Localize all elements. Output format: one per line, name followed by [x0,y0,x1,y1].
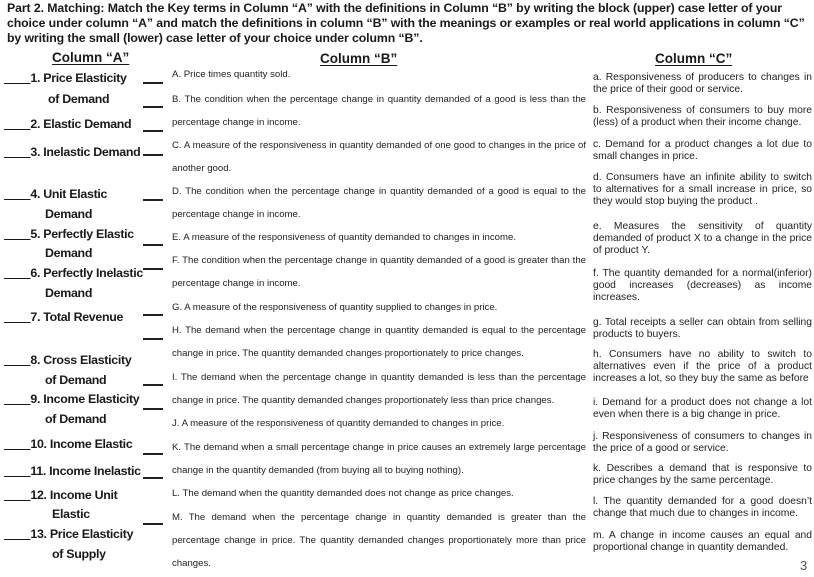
term-label: 13. Price Elasticity [30,527,134,541]
answer-dash[interactable] [143,106,163,108]
term-9 [4,390,139,408]
answer-blank[interactable]: ____ [4,488,31,502]
term-11 [4,462,141,480]
term-6-cont: Demand [45,286,93,300]
answer-dash[interactable] [143,384,163,386]
answer-dash[interactable] [143,477,163,479]
meaning-b: b. Responsiveness of consumers to buy more (less) of a product when their income change. [593,105,812,129]
definition-C: C. A measure of the responsiveness in quantity demanded of one good to changes in the price of another good. [172,140,586,174]
definition-D: D. The condition when the percentage change in quantity demanded of a good is equal to the percentage change in income. [172,186,586,220]
column-a-header: Column “A” [52,50,130,65]
term-label: 7. Total Revenue [30,310,124,324]
definition-A: A. Price times quantity sold. [172,69,291,80]
term-8 [4,351,131,369]
answer-blank[interactable]: ____ [4,464,31,478]
term-label: 10. Income Elastic [30,437,133,451]
answer-dash[interactable] [143,199,163,201]
definition-K: K. The demand when a small percentage change in price causes an extremely large percentage change in the quantity demanded (from buying all to buying nothing). [172,442,586,476]
meaning-d: d. Consumers have an infinite ability to switch to alternatives for a small increase in price, so they would stop buying the product . [593,172,812,208]
answer-blank[interactable]: ____ [4,227,31,241]
definition-F: F. The condition when the percentage change in quantity demanded of a good is greater than the percentage change in income. [172,255,586,289]
term-label: 3. Inelastic Demand [30,145,141,159]
term-7 [4,308,123,326]
answer-blank[interactable]: ____ [4,527,31,541]
term-label: 1. Price Elasticity [30,71,127,85]
term-6 [4,264,143,282]
term-8-cont: of Demand [45,373,107,387]
answer-blank[interactable]: ____ [4,187,31,201]
definition-I: I. The demand when the percentage change in quantity demanded is less than the percentage change in price. The quantity demanded changes proportionately less than price changes. [172,372,586,406]
answer-dash[interactable] [143,82,163,84]
answer-blank[interactable]: ____ [4,71,31,85]
term-label: 8. Cross Elasticity [30,353,132,367]
term-13 [4,525,133,543]
definition-E: E. A measure of the responsiveness of quantity demanded to changes in income. [172,232,516,243]
definition-M: M. The demand when the percentage change in quantity demanded is greater than the percentage change in price. The quantity demanded changes proportionately more than price changes. [172,512,586,569]
term-12 [4,486,117,504]
answer-blank[interactable]: ____ [4,437,31,451]
answer-dash[interactable] [143,268,163,270]
meaning-a: a. Responsiveness of producers to changes in the price of their good or service. [593,72,812,96]
term-12-cont: Elastic [52,507,90,521]
meaning-k: k. Describes a demand that is responsive to price changes by the same percentage. [593,463,812,487]
answer-blank[interactable]: ____ [4,266,31,280]
term-label: 12. Income Unit [30,488,118,502]
term-2 [4,115,131,133]
term-4 [4,185,107,203]
meaning-f: f. The quantity demanded for a normal(inferior) good increases (decreases) as income increases. [593,268,812,304]
answer-dash[interactable] [143,314,163,316]
term-9-cont: of Demand [45,412,107,426]
term-label: 6. Perfectly Inelastic [30,266,143,280]
definition-L: L. The demand when the quantity demanded does not change as price changes. [172,488,514,499]
term-4-cont: Demand [45,207,93,221]
answer-blank[interactable]: ____ [4,392,31,406]
term-3 [4,143,140,161]
definition-H: H. The demand when the percentage change in quantity demanded is equal to the percentage change in price. The quantity demanded changes proportionately to price changes. [172,325,586,359]
page-number: 3 [800,558,808,573]
term-13-cont: of Supply [52,547,106,561]
term-label: 11. Income Inelastic [30,464,141,478]
answer-blank[interactable]: ____ [4,117,31,131]
meaning-c: c. Demand for a product changes a lot due to small changes in price. [593,139,812,163]
meaning-m: m. A change in income causes an equal and proportional change in quantity demanded. [593,530,812,554]
column-b-header: Column “B” [320,51,398,66]
term-label: 4. Unit Elastic [30,187,108,201]
meaning-l: l. The quantity demanded for a good doesn’t change that much due to changes in income. [593,496,812,520]
meaning-j: j. Responsiveness of consumers to changes in the price of a good or service. [593,431,812,455]
column-c-header: Column “C” [655,51,733,66]
definition-G: G. A measure of the responsiveness of quantity supplied to changes in price. [172,302,498,313]
term-1 [4,69,127,87]
answer-dash[interactable] [143,408,163,410]
meaning-e: e. Measures the sensitivity of quantity demanded of product X to a change in the price of product Y. [593,221,812,257]
term-label: 9. Income Elasticity [30,392,140,406]
term-10 [4,435,132,453]
term-label: 2. Elastic Demand [30,117,132,131]
term-5 [4,225,134,243]
answer-dash[interactable] [143,453,163,455]
instructions: Part 2. Matching: Match the Key terms in Column “A” with the definitions in Column “B” by writing the block (upper) case letter of your choice under column “A” and match the definitions in column “B” with the meanings or examples or real world applications in column “C” by writing the small (lower) case letter of your choice under column “B”. [7,1,805,45]
answer-dash[interactable] [143,523,163,525]
definition-B: B. The condition when the percentage change in quantity demanded of a good is less than the percentage change in income. [172,94,586,128]
term-label: 5. Perfectly Elastic [30,227,134,241]
answer-blank[interactable]: ____ [4,310,31,324]
term-5-cont: Demand [45,246,93,260]
answer-dash[interactable] [143,244,163,246]
definition-J: J. A measure of the responsiveness of quantity demanded to changes in price. [172,418,505,429]
answer-dash[interactable] [143,338,163,340]
term-1-cont: of Demand [48,92,110,106]
meaning-i: i. Demand for a product does not change a lot even when there is a big change in price. [593,397,812,421]
answer-blank[interactable]: ____ [4,145,31,159]
answer-dash[interactable] [143,130,163,132]
answer-blank[interactable]: ____ [4,353,31,367]
meaning-h: h. Consumers have no ability to switch to alternatives even if the price of a product increases a lot, so they buy the same as before [593,349,812,385]
meaning-g: g. Total receipts a seller can obtain from selling products to buyers. [593,317,812,341]
answer-dash[interactable] [143,154,163,156]
